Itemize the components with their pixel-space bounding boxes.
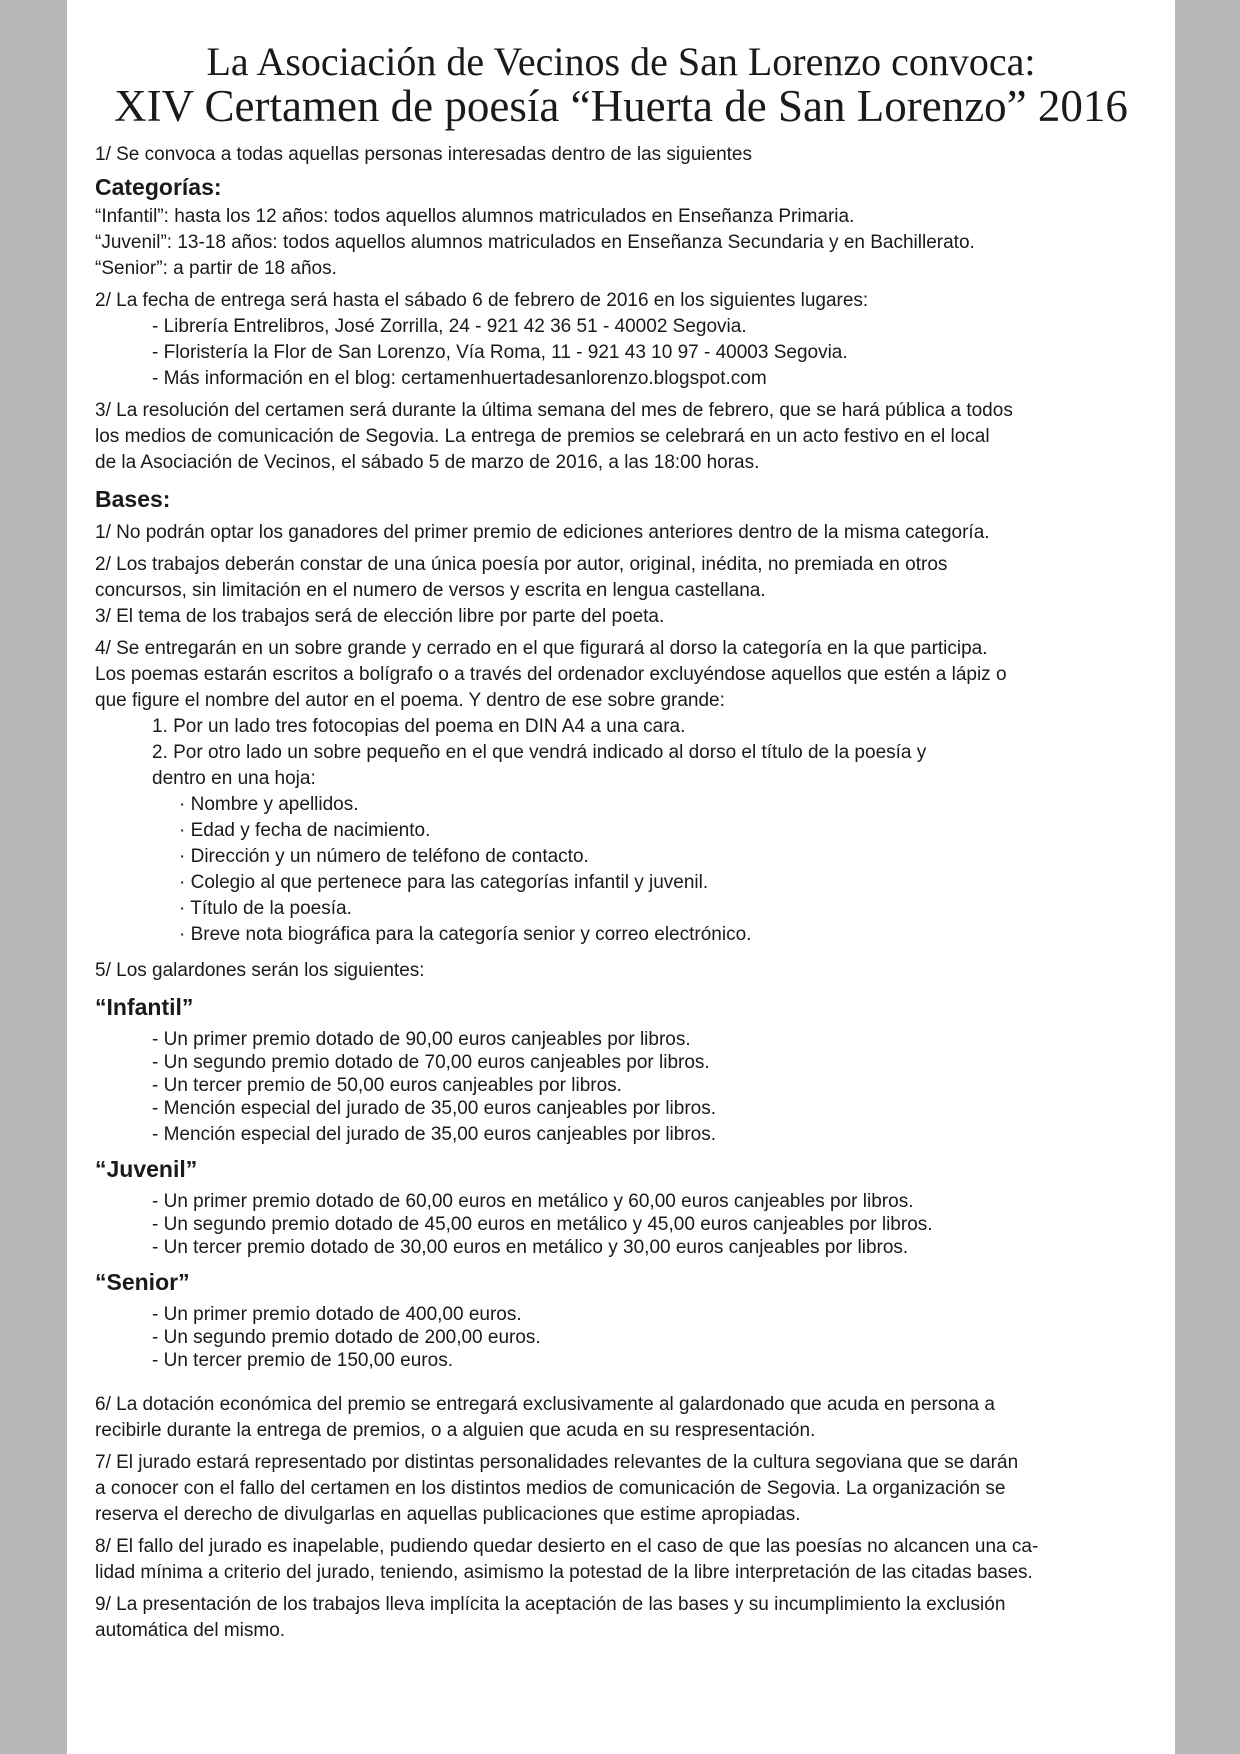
base-2 — [95, 552, 1175, 604]
paragraph-line: lidad mínima a criterio del jurado, teniendo, asimismo la potestad de la libre interpretación de las citadas bases. — [95, 1562, 1033, 1583]
sub-item: 2. Por otro lado un sobre pequeño en el que vendrá indicado al dorso el título de la poesía y — [152, 742, 927, 763]
bullet-item: · Edad y fecha de nacimiento. — [179, 820, 431, 841]
prize-item: - Un tercer premio de 50,00 euros canjeables por libros. — [152, 1075, 622, 1096]
prize-item: - Un segundo premio dotado de 70,00 euros canjeables por libros. — [152, 1052, 710, 1073]
base-1: 1/ No podrán optar los ganadores del primer premio de ediciones anteriores dentro de la misma categoría. — [95, 522, 990, 543]
prize-item: - Un tercer premio dotado de 30,00 euros en metálico y 30,00 euros canjeables por libros. — [152, 1237, 909, 1258]
base-9 — [95, 1592, 1175, 1644]
categories-heading: Categorías: — [95, 174, 222, 200]
category-juvenil: “Juvenil”: 13-18 años: todos aquellos alumnos matriculados en Enseñanza Secundaria y en Bachillerato. — [95, 232, 975, 253]
prize-heading-senior: “Senior” — [95, 1269, 190, 1295]
location-item: - Floristería la Flor de San Lorenzo, Vía Roma, 11 - 921 43 10 97 - 40003 Segovia. — [152, 342, 848, 363]
base-7 — [95, 1450, 1175, 1528]
paragraph-line: 2/ Los trabajos deberán constar de una única poesía por autor, original, inédita, no premiada en otros — [95, 554, 948, 575]
paragraph-line: a conocer con el fallo del certamen en los distintos medios de comunicación de Segovia. La organización se — [95, 1478, 1006, 1499]
prize-heading-infantil: “Infantil” — [95, 994, 194, 1020]
paragraph-line: 7/ El jurado estará representado por distintas personalidades relevantes de la cultura segoviana que se darán — [95, 1452, 1019, 1473]
prize-item: - Mención especial del jurado de 35,00 euros canjeables por libros. — [152, 1098, 717, 1119]
prize-item: - Un tercer premio de 150,00 euros. — [152, 1350, 453, 1371]
paragraph-line: los medios de comunicación de Segovia. La entrega de premios se celebrará en un acto festivo en el local — [95, 426, 990, 447]
bullet-item: · Nombre y apellidos. — [179, 794, 359, 815]
paragraph-line: 8/ El fallo del jurado es inapelable, pudiendo quedar desierto en el caso de que las poesías no alcancen una ca- — [95, 1536, 1039, 1557]
document-title — [67, 39, 1175, 131]
paragraph-line: reserva el derecho de divulgarlas en aquellas publicaciones que estime apropiadas. — [95, 1504, 801, 1525]
prize-item: - Un primer premio dotado de 60,00 euros en metálico y 60,00 euros canjeables por libros. — [152, 1191, 914, 1212]
prize-item: - Mención especial del jurado de 35,00 euros canjeables por libros. — [152, 1124, 717, 1145]
base-5: 5/ Los galardones serán los siguientes: — [95, 960, 425, 981]
base-8 — [95, 1534, 1175, 1586]
prize-item: - Un primer premio dotado de 400,00 euros. — [152, 1304, 522, 1325]
prize-item: - Un segundo premio dotado de 45,00 euros en metálico y 45,00 euros canjeables por libros. — [152, 1214, 933, 1235]
location-item: - Librería Entrelibros, José Zorrilla, 24 - 921 42 36 51 - 40002 Segovia. — [152, 316, 747, 337]
sub-item: dentro en una hoja: — [152, 768, 316, 789]
base-4 — [95, 636, 1175, 948]
blog-info-item: - Más información en el blog: certamenhuertadesanlorenzo.blogspot.com — [152, 368, 767, 389]
paragraph-line: concursos, sin limitación en el numero de versos y escrita en lengua castellana. — [95, 580, 766, 601]
paragraph-line: 6/ La dotación económica del premio se entregará exclusivamente al galardonado que acuda en persona a — [95, 1394, 995, 1415]
bullet-item: · Breve nota biográfica para la categoría senior y correo electrónico. — [179, 924, 752, 945]
bases-heading: Bases: — [95, 486, 171, 512]
title-line-2: XIV Certamen de poesía “Huerta de San Lorenzo” 2016 — [114, 81, 1128, 131]
paragraph-line: Los poemas estarán escritos a bolígrafo o a través del ordenador excluyéndose aquellos que estén a lápiz o — [95, 664, 1007, 685]
paragraph-line: que figure el nombre del autor en el poema. Y dentro de ese sobre grande: — [95, 690, 725, 711]
bullet-item: · Dirección y un número de teléfono de contacto. — [179, 846, 589, 867]
section-1-intro: 1/ Se convoca a todas aquellas personas interesadas dentro de las siguientes — [95, 144, 752, 165]
prize-item: - Un primer premio dotado de 90,00 euros canjeables por libros. — [152, 1029, 691, 1050]
category-senior: “Senior”: a partir de 18 años. — [95, 258, 337, 279]
sub-item: 1. Por un lado tres fotocopias del poema en DIN A4 a una cara. — [152, 716, 686, 737]
paragraph-line: 9/ La presentación de los trabajos lleva implícita la aceptación de las bases y su incumplimiento la exclusión — [95, 1594, 1006, 1615]
paragraph-line: 3/ La resolución del certamen será durante la última semana del mes de febrero, que se hará pública a todos — [95, 400, 1013, 421]
base-6 — [95, 1392, 1175, 1444]
prize-item: - Un segundo premio dotado de 200,00 euros. — [152, 1327, 541, 1348]
section-2-intro: 2/ La fecha de entrega será hasta el sábado 6 de febrero de 2016 en los siguientes lugares: — [95, 290, 869, 311]
title-line-1: La Asociación de Vecinos de San Lorenzo convoca: — [206, 39, 1036, 84]
document-page — [67, 0, 1175, 1754]
paragraph-line: de la Asociación de Vecinos, el sábado 5 de marzo de 2016, a las 18:00 horas. — [95, 452, 760, 473]
section-3 — [95, 398, 1175, 476]
paragraph-line: recibirle durante la entrega de premios, o a alguien que acuda en su respresentación. — [95, 1420, 816, 1441]
base-3: 3/ El tema de los trabajos será de elección libre por parte del poeta. — [95, 606, 665, 627]
paragraph-line: 4/ Se entregarán en un sobre grande y cerrado en el que figurará al dorso la categoría en la que participa. — [95, 638, 988, 659]
category-infantil: “Infantil”: hasta los 12 años: todos aquellos alumnos matriculados en Enseñanza Primaria. — [95, 206, 855, 227]
bullet-item: · Colegio al que pertenece para las categorías infantil y juvenil. — [179, 872, 709, 893]
paragraph-line: automática del mismo. — [95, 1620, 286, 1641]
prize-heading-juvenil: “Juvenil” — [95, 1156, 198, 1182]
bullet-item: · Título de la poesía. — [179, 898, 352, 919]
